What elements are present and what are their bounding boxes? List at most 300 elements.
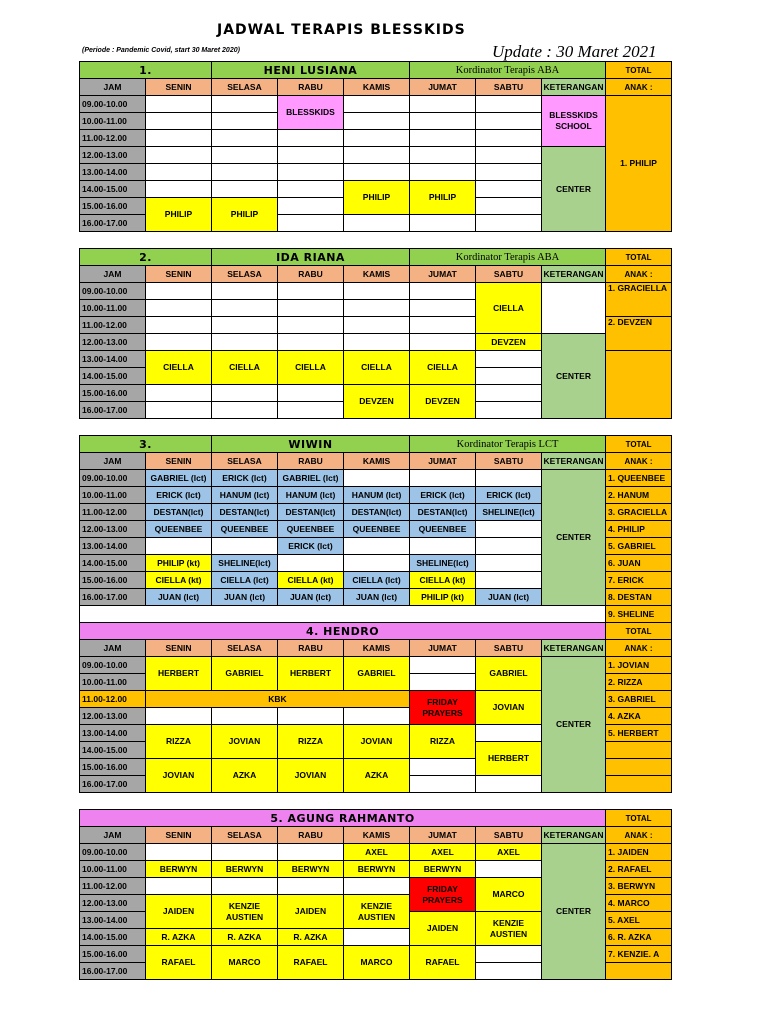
- session-cell: PHILIP (kt): [410, 589, 476, 606]
- session-cell: CIELLA (kt): [410, 572, 476, 589]
- day-header-senin: SENIN: [146, 266, 212, 283]
- day-header-kamis: KAMIS: [344, 453, 410, 470]
- empty-cell: [476, 538, 542, 555]
- empty-cell: [212, 181, 278, 198]
- empty-cell: [344, 334, 410, 351]
- empty-cell: [344, 147, 410, 164]
- empty-cell: [476, 368, 542, 385]
- empty-cell: [476, 96, 542, 113]
- child-list-item: 1. JOVIAN: [606, 657, 672, 674]
- session-cell: JOVIAN: [278, 759, 344, 793]
- therapist-name: HENI LUSIANA: [212, 62, 410, 79]
- child-list-item: 6. R. AZKA: [606, 929, 672, 946]
- empty-cell: [410, 538, 476, 555]
- empty-cell: [476, 725, 542, 742]
- empty-cell: [476, 946, 542, 963]
- session-cell: KENZIE AUSTIEN: [344, 895, 410, 929]
- empty-cell: [476, 164, 542, 181]
- child-list-item: 3. GRACIELLA: [606, 504, 672, 521]
- time-row: [80, 96, 672, 113]
- time-row: [80, 283, 672, 300]
- session-cell: PHILIP (kt): [146, 555, 212, 572]
- update-date: Update : 30 Maret 2021: [492, 42, 657, 61]
- empty-cell: [146, 130, 212, 147]
- day-header-rabu: RABU: [278, 453, 344, 470]
- keterangan-cell: CENTER: [542, 844, 606, 980]
- empty-cell: [146, 402, 212, 419]
- anak-label: ANAK :: [606, 640, 672, 657]
- session-cell: JUAN (lct): [344, 589, 410, 606]
- empty-cell: [476, 470, 542, 487]
- session-cell: MARCO: [212, 946, 278, 980]
- session-cell: HANUM (lct): [212, 487, 278, 504]
- child-list-item: 4. MARCO: [606, 895, 672, 912]
- empty-cell: [410, 776, 476, 793]
- session-cell: JOVIAN: [212, 725, 278, 759]
- session-cell: GABRIEL (lct): [146, 470, 212, 487]
- empty-cell: [410, 113, 476, 130]
- empty-cell: [278, 198, 344, 215]
- empty-cell: [146, 300, 212, 317]
- session-cell: CIELLA: [410, 351, 476, 385]
- session-cell: RIZZA: [278, 725, 344, 759]
- child-list-item: 2. HANUM: [606, 487, 672, 504]
- session-cell: R. AZKA: [278, 929, 344, 946]
- child-list-empty: [606, 759, 672, 776]
- empty-cell: [410, 283, 476, 300]
- session-cell: DESTAN(lct): [278, 504, 344, 521]
- session-cell: QUEENBEE: [344, 521, 410, 538]
- keterangan-cell: CENTER: [542, 470, 606, 606]
- session-cell: MARCO: [476, 878, 542, 912]
- session-cell: DESTAN(lct): [146, 504, 212, 521]
- empty-cell: [410, 96, 476, 113]
- empty-cell: [410, 147, 476, 164]
- total-label: TOTAL: [606, 249, 672, 266]
- child-list-empty: [606, 351, 672, 419]
- session-cell: GABRIEL: [344, 657, 410, 691]
- day-header-rabu: RABU: [278, 266, 344, 283]
- session-cell: CIELLA: [212, 351, 278, 385]
- empty-cell: [278, 878, 344, 895]
- coordinator-label: Kordinator Terapis ABA: [410, 249, 606, 266]
- time-slot: 15.00-16.00: [80, 572, 146, 589]
- child-list-item: 4. AZKA: [606, 708, 672, 725]
- empty-cell: [344, 96, 410, 113]
- child-list-item: 4. PHILIP: [606, 521, 672, 538]
- child-list-item: 8. DESTAN: [606, 589, 672, 606]
- empty-cell: [212, 96, 278, 113]
- total-label: TOTAL: [606, 623, 672, 640]
- empty-cell: [146, 708, 212, 725]
- section-number: 3.: [80, 436, 212, 453]
- session-cell: BERWYN: [344, 861, 410, 878]
- empty-cell: [278, 555, 344, 572]
- session-cell: R. AZKA: [212, 929, 278, 946]
- empty-cell: [410, 759, 476, 776]
- empty-cell: [146, 113, 212, 130]
- empty-cell: [146, 844, 212, 861]
- empty-cell: [476, 181, 542, 198]
- day-header-jumat: JUMAT: [410, 79, 476, 96]
- empty-cell: [476, 385, 542, 402]
- jam-header: JAM: [80, 453, 146, 470]
- empty-cell: [476, 351, 542, 368]
- session-cell: FRIDAY PRAYERS: [410, 878, 476, 912]
- session-cell: JUAN (lct): [476, 589, 542, 606]
- empty-cell: [146, 164, 212, 181]
- time-slot: 10.00-11.00: [80, 300, 146, 317]
- therapist-name: 5. AGUNG RAHMANTO: [80, 810, 606, 827]
- day-header-kamis: KAMIS: [344, 79, 410, 96]
- session-cell: PHILIP: [410, 181, 476, 215]
- day-header-sabtu: SABTU: [476, 79, 542, 96]
- empty-cell: [212, 844, 278, 861]
- session-cell: CIELLA: [146, 351, 212, 385]
- empty-cell: [410, 334, 476, 351]
- keterangan-cell: CENTER: [542, 657, 606, 793]
- empty-cell: [212, 113, 278, 130]
- empty-cell: [410, 164, 476, 181]
- time-slot: 10.00-11.00: [80, 113, 146, 130]
- empty-cell: [476, 402, 542, 419]
- keterangan-cell: CENTER: [542, 147, 606, 232]
- session-cell: AZKA: [212, 759, 278, 793]
- therapist-schedule-table: [79, 809, 672, 980]
- session-cell: CIELLA: [344, 351, 410, 385]
- empty-cell: [146, 878, 212, 895]
- empty-cell: [146, 317, 212, 334]
- total-label: TOTAL: [606, 810, 672, 827]
- empty-cell: [344, 164, 410, 181]
- session-cell: ERICK (lct): [410, 487, 476, 504]
- day-header-rabu: RABU: [278, 640, 344, 657]
- time-slot: 10.00-11.00: [80, 861, 146, 878]
- session-cell: MARCO: [344, 946, 410, 980]
- therapist-name: 4. HENDRO: [80, 623, 606, 640]
- session-cell: BERWYN: [410, 861, 476, 878]
- session-cell: KBK: [146, 691, 410, 708]
- empty-cell: [344, 538, 410, 555]
- child-list-item: 2. RIZZA: [606, 674, 672, 691]
- session-cell: RAFAEL: [146, 946, 212, 980]
- time-row: [80, 657, 672, 674]
- empty-cell: [344, 555, 410, 572]
- empty-cell: [212, 317, 278, 334]
- session-cell: JUAN (lct): [146, 589, 212, 606]
- time-slot: 16.00-17.00: [80, 402, 146, 419]
- day-header-sabtu: SABTU: [476, 266, 542, 283]
- time-slot: 09.00-10.00: [80, 657, 146, 674]
- session-cell: QUEENBEE: [410, 521, 476, 538]
- keterangan-header: KETERANGAN: [542, 453, 606, 470]
- empty-cell: [344, 215, 410, 232]
- time-slot: 14.00-15.00: [80, 929, 146, 946]
- time-slot: 12.00-13.00: [80, 708, 146, 725]
- empty-cell: [476, 963, 542, 980]
- empty-cell: [410, 657, 476, 674]
- session-cell: R. AZKA: [146, 929, 212, 946]
- session-cell: ERICK (lct): [146, 487, 212, 504]
- day-header-rabu: RABU: [278, 79, 344, 96]
- document-title: JADWAL TERAPIS BLESSKIDS: [217, 22, 466, 38]
- time-slot: 09.00-10.00: [80, 283, 146, 300]
- empty-cell: [212, 334, 278, 351]
- anak-label: ANAK :: [606, 79, 672, 96]
- keterangan-header: KETERANGAN: [542, 79, 606, 96]
- time-row: [80, 147, 672, 164]
- empty-cell: [146, 538, 212, 555]
- day-header-sabtu: SABTU: [476, 827, 542, 844]
- time-slot: 11.00-12.00: [80, 504, 146, 521]
- time-slot: 09.00-10.00: [80, 96, 146, 113]
- total-label: TOTAL: [606, 436, 672, 453]
- session-cell: ERICK (lct): [278, 538, 344, 555]
- day-header-senin: SENIN: [146, 827, 212, 844]
- session-cell: HERBERT: [146, 657, 212, 691]
- empty-cell: [344, 929, 410, 946]
- time-slot: 13.00-14.00: [80, 725, 146, 742]
- day-header-senin: SENIN: [146, 79, 212, 96]
- empty-cell: [476, 776, 542, 793]
- time-slot: 10.00-11.00: [80, 487, 146, 504]
- keterangan-cell: BLESSKIDS SCHOOL: [542, 96, 606, 147]
- therapist-schedule-table: [79, 248, 672, 419]
- therapist-schedule-table: [79, 435, 672, 623]
- total-label: TOTAL: [606, 62, 672, 79]
- day-header-jumat: JUMAT: [410, 453, 476, 470]
- empty-cell: [410, 470, 476, 487]
- session-cell: CIELLA: [476, 283, 542, 334]
- session-cell: JOVIAN: [344, 725, 410, 759]
- session-cell: FRIDAY PRAYERS: [410, 691, 476, 725]
- child-list-item: 1. QUEENBEE: [606, 470, 672, 487]
- empty-cell: [212, 147, 278, 164]
- time-slot: 11.00-12.00: [80, 691, 146, 708]
- session-cell: CIELLA: [278, 351, 344, 385]
- session-cell: DESTAN(lct): [344, 504, 410, 521]
- empty-cell: [212, 283, 278, 300]
- empty-cell: [476, 130, 542, 147]
- jam-header: JAM: [80, 640, 146, 657]
- therapist-schedule-table: [79, 61, 672, 232]
- time-slot: 13.00-14.00: [80, 351, 146, 368]
- time-slot: 09.00-10.00: [80, 470, 146, 487]
- empty-cell: [476, 147, 542, 164]
- session-cell: BERWYN: [212, 861, 278, 878]
- session-cell: KENZIE AUSTIEN: [212, 895, 278, 929]
- empty-cell: [278, 334, 344, 351]
- time-slot: 13.00-14.00: [80, 164, 146, 181]
- child-list-item: 5. HERBERT: [606, 725, 672, 742]
- session-cell: AXEL: [410, 844, 476, 861]
- session-cell: HANUM (lct): [278, 487, 344, 504]
- empty-cell: [278, 708, 344, 725]
- empty-cell: [212, 402, 278, 419]
- empty-cell: [476, 215, 542, 232]
- child-list-item: 1. GRACIELLA: [606, 283, 672, 317]
- anak-label: ANAK :: [606, 827, 672, 844]
- session-cell: HANUM (lct): [344, 487, 410, 504]
- empty-cell: [278, 215, 344, 232]
- anak-label: ANAK :: [606, 266, 672, 283]
- session-cell: AXEL: [476, 844, 542, 861]
- session-cell: PHILIP: [146, 198, 212, 232]
- empty-cell: [278, 164, 344, 181]
- session-cell: AZKA: [344, 759, 410, 793]
- day-header-kamis: KAMIS: [344, 640, 410, 657]
- time-slot: 15.00-16.00: [80, 198, 146, 215]
- section-number: 1.: [80, 62, 212, 79]
- session-cell: JAIDEN: [410, 912, 476, 946]
- child-list-item: 2. RAFAEL: [606, 861, 672, 878]
- day-header-selasa: SELASA: [212, 453, 278, 470]
- blank-spacer: [80, 606, 606, 623]
- time-slot: 16.00-17.00: [80, 215, 146, 232]
- period-subtitle: (Periode : Pandemic Covid, start 30 Maret 2020): [82, 47, 240, 54]
- session-cell: PHILIP: [344, 181, 410, 215]
- session-cell: PHILIP: [212, 198, 278, 232]
- empty-cell: [344, 130, 410, 147]
- day-header-sabtu: SABTU: [476, 640, 542, 657]
- session-cell: RIZZA: [410, 725, 476, 759]
- jam-header: JAM: [80, 79, 146, 96]
- empty-cell: [476, 113, 542, 130]
- session-cell: KENZIE AUSTIEN: [476, 912, 542, 946]
- time-row: [80, 844, 672, 861]
- child-list-empty: [606, 776, 672, 793]
- empty-cell: [146, 147, 212, 164]
- session-cell: BLESSKIDS: [278, 96, 344, 130]
- session-cell: CIELLA (kt): [278, 572, 344, 589]
- session-cell: ERICK (lct): [212, 470, 278, 487]
- session-cell: ERICK (lct): [476, 487, 542, 504]
- therapist-name: IDA RIANA: [212, 249, 410, 266]
- empty-cell: [410, 300, 476, 317]
- empty-cell: [278, 844, 344, 861]
- empty-cell: [344, 283, 410, 300]
- time-slot: 15.00-16.00: [80, 946, 146, 963]
- child-list-item: 5. AXEL: [606, 912, 672, 929]
- session-cell: CIELLA (lct): [212, 572, 278, 589]
- session-cell: QUEENBEE: [278, 521, 344, 538]
- session-cell: CIELLA (kt): [146, 572, 212, 589]
- session-cell: DESTAN(lct): [410, 504, 476, 521]
- session-cell: JUAN (lct): [212, 589, 278, 606]
- empty-cell: [212, 538, 278, 555]
- session-cell: BERWYN: [278, 861, 344, 878]
- child-list-item: 5. GABRIEL: [606, 538, 672, 555]
- empty-cell: [278, 130, 344, 147]
- day-header-selasa: SELASA: [212, 640, 278, 657]
- time-slot: 11.00-12.00: [80, 878, 146, 895]
- empty-cell: [146, 385, 212, 402]
- empty-cell: [344, 470, 410, 487]
- session-cell: JAIDEN: [278, 895, 344, 929]
- child-list-item: 7. KENZIE. A: [606, 946, 672, 963]
- time-slot: 12.00-13.00: [80, 334, 146, 351]
- empty-cell: [476, 521, 542, 538]
- day-header-jumat: JUMAT: [410, 640, 476, 657]
- empty-cell: [344, 113, 410, 130]
- time-slot: 13.00-14.00: [80, 912, 146, 929]
- empty-cell: [410, 130, 476, 147]
- empty-cell: [212, 300, 278, 317]
- session-cell: DEVZEN: [476, 334, 542, 351]
- session-cell: RAFAEL: [410, 946, 476, 980]
- empty-cell: [146, 283, 212, 300]
- session-cell: CIELLA (lct): [344, 572, 410, 589]
- time-slot: 16.00-17.00: [80, 776, 146, 793]
- day-header-selasa: SELASA: [212, 79, 278, 96]
- child-list-item: 2. DEVZEN: [606, 317, 672, 351]
- time-slot: 15.00-16.00: [80, 385, 146, 402]
- empty-cell: [278, 385, 344, 402]
- time-slot: 12.00-13.00: [80, 147, 146, 164]
- day-header-sabtu: SABTU: [476, 453, 542, 470]
- session-cell: GABRIEL (lct): [278, 470, 344, 487]
- session-cell: HERBERT: [476, 742, 542, 776]
- time-slot: 10.00-11.00: [80, 674, 146, 691]
- day-header-kamis: KAMIS: [344, 266, 410, 283]
- keterangan-header: KETERANGAN: [542, 266, 606, 283]
- empty-cell: [146, 334, 212, 351]
- child-list-empty: [606, 742, 672, 759]
- empty-cell: [278, 147, 344, 164]
- empty-cell: [278, 402, 344, 419]
- session-cell: RAFAEL: [278, 946, 344, 980]
- time-slot: 16.00-17.00: [80, 589, 146, 606]
- day-header-rabu: RABU: [278, 827, 344, 844]
- empty-cell: [410, 317, 476, 334]
- child-list-item: 3. BERWYN: [606, 878, 672, 895]
- therapist-schedule-table: [79, 622, 672, 793]
- empty-cell: [344, 317, 410, 334]
- session-cell: RIZZA: [146, 725, 212, 759]
- child-list-item: 3. GABRIEL: [606, 691, 672, 708]
- time-slot: 14.00-15.00: [80, 368, 146, 385]
- time-slot: 12.00-13.00: [80, 521, 146, 538]
- child-list-item: 9. SHELINE: [606, 606, 672, 623]
- keterangan-header: KETERANGAN: [542, 640, 606, 657]
- session-cell: JOVIAN: [476, 691, 542, 725]
- session-cell: QUEENBEE: [212, 521, 278, 538]
- jam-header: JAM: [80, 266, 146, 283]
- session-cell: SHELINE(lct): [476, 504, 542, 521]
- empty-cell: [146, 181, 212, 198]
- child-list-item: 7. ERICK: [606, 572, 672, 589]
- empty-cell: [410, 674, 476, 691]
- anak-label: ANAK :: [606, 453, 672, 470]
- empty-cell: [278, 317, 344, 334]
- empty-cell: [212, 878, 278, 895]
- empty-cell: [278, 300, 344, 317]
- time-slot: 12.00-13.00: [80, 895, 146, 912]
- day-header-jumat: JUMAT: [410, 266, 476, 283]
- time-slot: 14.00-15.00: [80, 742, 146, 759]
- session-cell: DESTAN(lct): [212, 504, 278, 521]
- session-cell: DEVZEN: [410, 385, 476, 419]
- empty-cell: [344, 300, 410, 317]
- session-cell: SHELINE(lct): [212, 555, 278, 572]
- section-number: 2.: [80, 249, 212, 266]
- coordinator-label: Kordinator Terapis ABA: [410, 62, 606, 79]
- empty-cell: [344, 878, 410, 895]
- empty-cell: [476, 555, 542, 572]
- empty-cell: [344, 708, 410, 725]
- session-cell: DEVZEN: [344, 385, 410, 419]
- keterangan-cell: [542, 283, 606, 334]
